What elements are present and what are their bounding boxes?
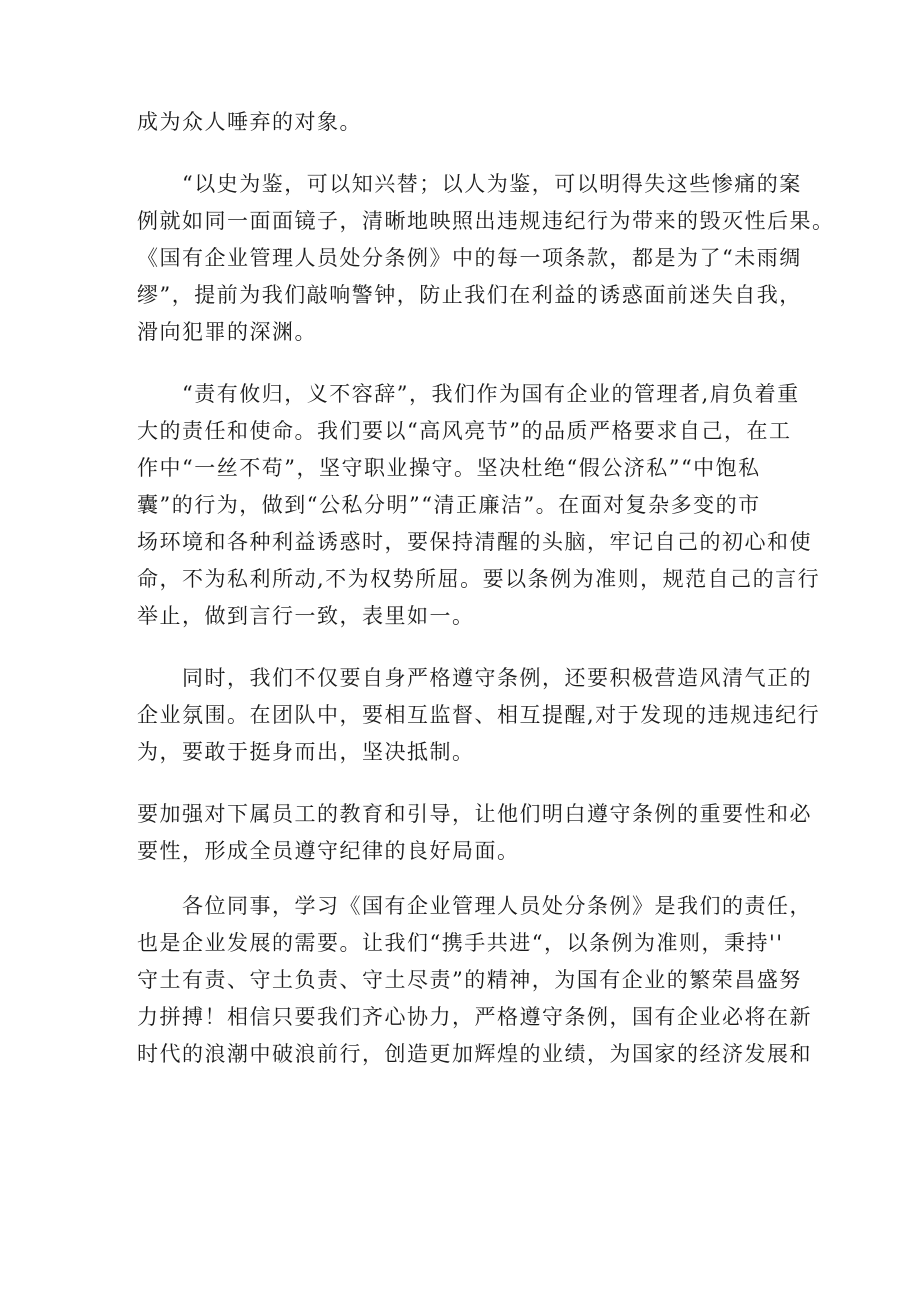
text-line: 各位同事，学习《国有企业管理人员处分条例》是我们的责任， (137, 894, 812, 918)
text-line: 企业氛围。在团队中，要相互监督、相互提醒,对于发现的违规违纪行 (137, 703, 821, 727)
text-line: 时代的浪潮中破浪前行，创造更加辉煌的业绩，为国家的经济发展和 (137, 1042, 812, 1066)
text-line: 也是企业发展的需要。让我们“携手共进“，以条例为准则，秉持'' (137, 931, 784, 955)
paragraph-4 (137, 660, 821, 771)
text-line: 为，要敢于挺身而出，坚决抵制。 (137, 740, 475, 764)
text-line: 力拼搏！相信只要我们齐心协力，严格遵守条例，国有企业必将在新 (137, 1005, 812, 1029)
paragraph-3 (137, 376, 821, 635)
text-line: 滑向犯罪的深渊。 (137, 320, 317, 344)
text-line: 命，不为私利所动,不为权势所屈。要以条例为准则，规范自己的言行 (137, 567, 821, 591)
paragraph-1 (137, 104, 802, 141)
paragraph-2 (137, 166, 835, 351)
text-line: 大的责任和使命。我们要以“高风亮节”的品质严格要求自己，在工 (137, 419, 792, 443)
text-line: 作中“一丝不苟”，坚守职业操守。坚决杜绝“假公济私”“中饱私 (137, 456, 761, 480)
text-line: “责有攸归，义不容辞”，我们作为国有企业的管理者,肩负着重 (137, 382, 800, 406)
text-line: 缪”，提前为我们敲响警钟，防止我们在利益的诱惑面前迷失自我， (137, 283, 802, 307)
text-line: 守土有责、守土负责、守土尽责”的精神，为国有企业的繁荣昌盛努 (137, 968, 802, 992)
text-line: 要加强对下属员工的教育和引导，让他们明白遵守条例的重要性和必 (137, 802, 812, 826)
text-line: 要性，形成全员遵守纪律的良好局面。 (137, 839, 520, 863)
text-line: 《国有企业管理人员处分条例》中的每一项条款，都是为了“未雨绸 (137, 246, 802, 270)
text-line: 举止，做到言行一致，表里如一。 (137, 604, 475, 628)
text-line: “以史为鉴，可以知兴替；以人为鉴，可以明得失这些惨痛的案 (137, 172, 802, 196)
text-line: 例就如同一面面镜子，清晰地映照出违规违纪行为带来的毁灭性后果。 (137, 209, 835, 233)
text-line: 成为众人唾弃的对象。 (137, 110, 362, 134)
text-line: 场环境和各种利益诱惑时，要保持清醒的头脑，牢记自己的初心和使 (137, 530, 812, 554)
text-line: 同时，我们不仅要自身严格遵守条例，还要积极营造风清气正的 (137, 666, 812, 690)
paragraph-6 (137, 888, 812, 1073)
paragraph-5 (137, 796, 812, 870)
text-line: 囊”的行为，做到“公私分明”“清正廉洁”。在面对复杂多变的市 (137, 493, 761, 517)
